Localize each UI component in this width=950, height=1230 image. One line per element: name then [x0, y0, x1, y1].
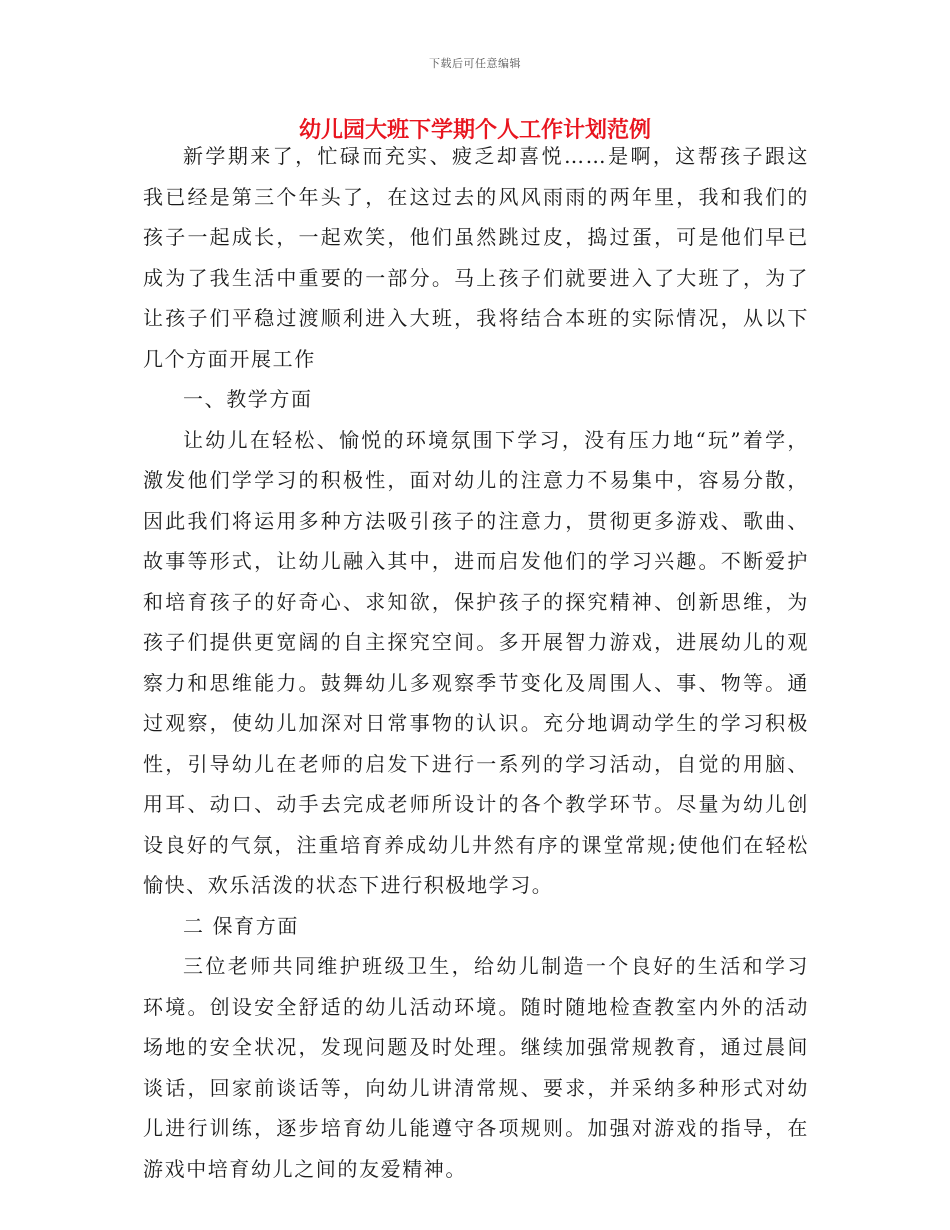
section-heading-care: 二 保育方面 — [183, 913, 299, 938]
intro-paragraph: 新学期来了，忙碌而充实、疲乏却喜悦……是啊，这帮孩子跟这我已经是第三个年头了，在这过去的风风雨雨的两年里，我和我们的孩子一起成长，一起欢笑，他们虽然跳过皮，捣过蛋，可是他们早已成为了我生活中重要的一部分。马上孩子们就要进入了大班了，为了让孩子们平稳过渡顺利进入大班，我将结合本班的实际情况，从以下几个方面开展工作 — [143, 144, 809, 371]
teaching-paragraph: 让幼儿在轻松、愉悦的环境氛围下学习，没有压力地“玩”着学，激发他们学学习的积极性，面对幼儿的注意力不易集中，容易分散，因此我们将运用多种方法吸引孩子的注意力，贯彻更多游戏、歌曲、故事等形式，让幼儿融入其中，进而启发他们的学习兴趣。不断爱护和培育孩子的好奇心、求知欲，保护孩子的探究精神、创新思维，为孩子们提供更宽阔的自主探究空间。多开展智力游戏，进展幼儿的观察力和思维能力。鼓舞幼儿多观察季节变化及周围人、事、物等。通过观察，使幼儿加深对日常事物的认识。充分地调动学生的学习积极性，引导幼儿在老师的启发下进行一系列的学习活动，自觉的用脑、用耳、动口、动手去完成老师所设计的各个教学环节。尽量为幼儿创设良好的气氛，注重培育养成幼儿井然有序的课堂常规;使他们在轻松愉快、欢乐活泼的状态下进行积极地学习。 — [143, 427, 809, 897]
care-paragraph: 三位老师共同维护班级卫生，给幼儿制造一个良好的生活和学习环境。创设安全舒适的幼儿活动环境。随时随地检查教室内外的活动场地的安全状况，发现问题及时处理。继续加强常规教育，通过晨间谈话，回家前谈话等，向幼儿讲清常规、要求，并采纳多种形式对幼儿进行训练，逐步培育幼儿能遵守各项规则。加强对游戏的指导，在游戏中培育幼儿之间的友爱精神。 — [143, 954, 809, 1181]
header-note: 下载后可任意编辑 — [429, 57, 521, 70]
document-body — [143, 136, 809, 1189]
document-title: 幼儿园大班下学期个人工作计划范例 — [298, 118, 651, 143]
section-heading-teaching: 一、教学方面 — [183, 387, 313, 411]
